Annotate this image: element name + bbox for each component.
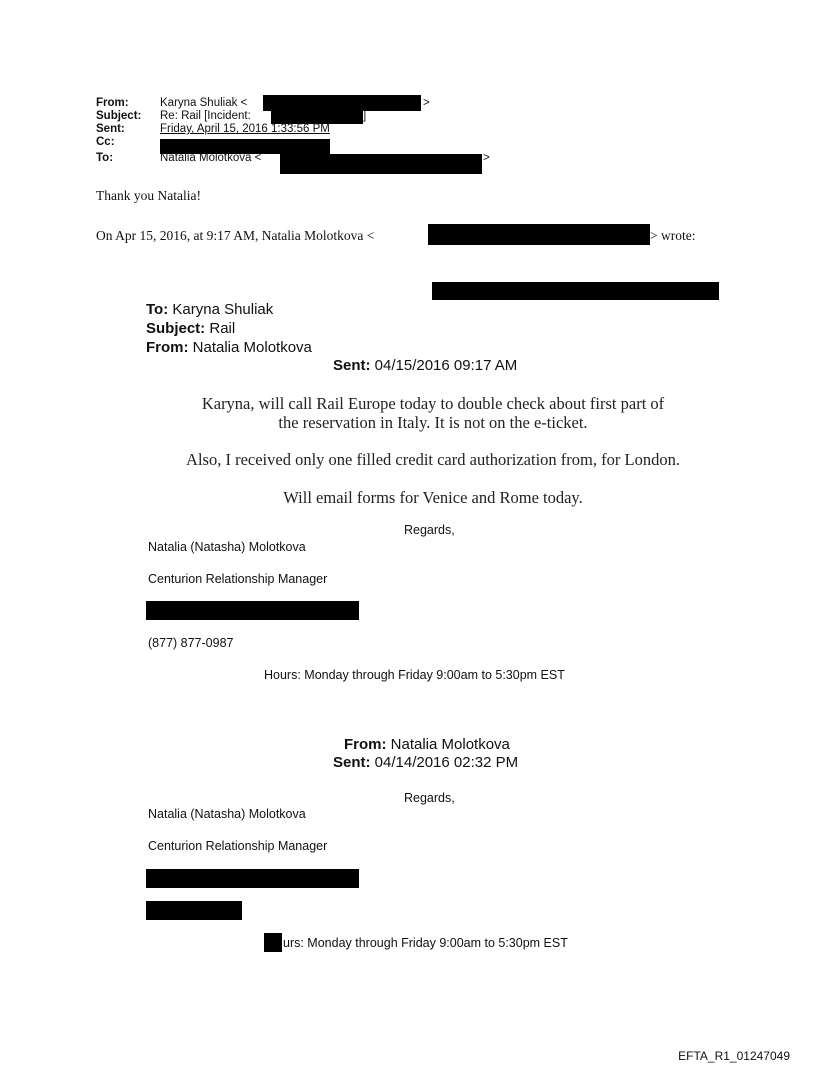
fw1-sent-line (333, 357, 517, 374)
fw1-body-line-2: the reservation in Italy. It is not on the e-ticket. (278, 413, 588, 432)
redaction-forward-header (432, 282, 719, 300)
fw2-sent-label: Sent: (333, 754, 371, 771)
from-label: From: (96, 97, 129, 109)
subject-label: Subject: (96, 110, 142, 122)
fw1-from-line (146, 339, 312, 356)
sent-value: Friday, April 15, 2016 1:33:56 PM (160, 123, 330, 135)
fw2-from-value: Natalia Molotkova (386, 736, 510, 753)
redaction-to-email (280, 154, 482, 174)
subject-close: ] (363, 110, 367, 122)
fw1-subject-value: Rail (205, 320, 236, 337)
redaction-hours-prefix (264, 933, 282, 952)
cc-label: Cc: (96, 136, 115, 148)
fw1-subject-label: Subject: (146, 320, 206, 337)
fw1-body-line-1: Karyna, will call Rail Europe today to double check about first part of (201, 394, 665, 413)
to-close: > (483, 152, 490, 164)
fw1-body-line-3: Also, I received only one filled credit card authorization from, for London. (186, 450, 680, 469)
redaction-sig-contact (146, 601, 359, 620)
fw1-signature-hours: Hours: Monday through Friday 9:00am to 5:30pm EST (264, 668, 565, 682)
redaction-sig-contact-2 (146, 869, 359, 888)
from-value: Karyna Shuliak < (160, 97, 248, 109)
document-id: EFTA_R1_01247049 (678, 1049, 790, 1063)
redaction-incident-id (271, 110, 363, 124)
fw2-signature-title: Centurion Relationship Manager (148, 839, 328, 853)
fw1-subject-line (146, 320, 235, 337)
fw2-from-label: From: (344, 736, 387, 753)
to-label: To: (96, 152, 114, 164)
redaction-quote-email (428, 224, 650, 245)
fw1-regards: Regards, (404, 523, 455, 537)
fw1-signature-title: Centurion Relationship Manager (148, 572, 328, 586)
fw2-signature-hours: urs: Monday through Friday 9:00am to 5:30pm EST (283, 936, 568, 950)
fw1-signature-phone: (877) 877-0987 (148, 636, 234, 650)
fw2-regards: Regards, (404, 791, 455, 805)
fw2-from-line (344, 736, 510, 753)
fw1-from-value: Natalia Molotkova (188, 339, 312, 356)
sent-label: Sent: (96, 123, 125, 135)
fw1-to-value: Karyna Shuliak (168, 301, 274, 318)
redaction-sig-phone-2 (146, 901, 242, 920)
reply-greeting: Thank you Natalia! (96, 188, 201, 203)
fw2-sent-value: 04/14/2016 02:32 PM (370, 754, 519, 771)
fw2-sent-line (333, 754, 518, 771)
from-close: > (423, 97, 430, 109)
quote-suffix: > wrote: (650, 228, 696, 243)
fw2-signature-name: Natalia (Natasha) Molotkova (148, 807, 306, 821)
fw1-to-line (146, 301, 273, 318)
subject-value: Re: Rail [Incident: (160, 110, 251, 122)
fw1-body-line-4: Will email forms for Venice and Rome today. (283, 488, 583, 507)
to-value: Natalia Molotkova < (160, 152, 262, 164)
fw1-sent-value: 04/15/2016 09:17 AM (370, 357, 518, 374)
fw1-to-label: To: (146, 301, 169, 318)
redaction-from-email (263, 95, 421, 111)
fw1-from-label: From: (146, 339, 189, 356)
fw1-sent-label: Sent: (333, 357, 371, 374)
fw1-signature-name: Natalia (Natasha) Molotkova (148, 540, 306, 554)
quote-prefix: On Apr 15, 2016, at 9:17 AM, Natalia Molotkova < (96, 228, 375, 243)
